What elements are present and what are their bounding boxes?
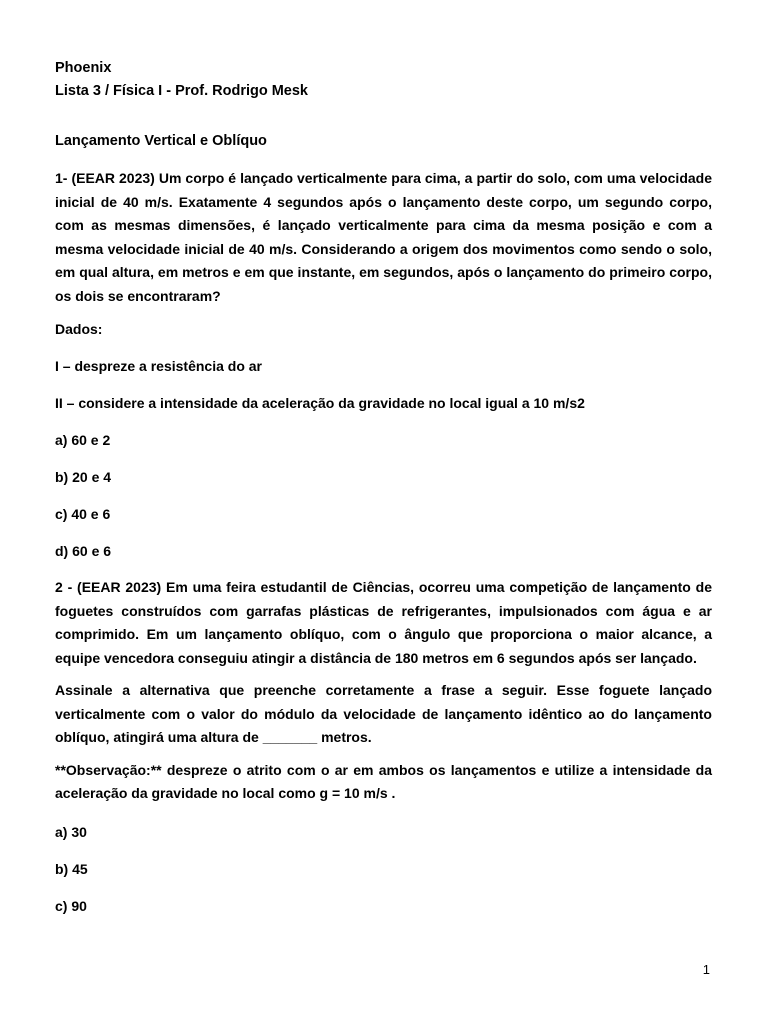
q1-option-c: c) 40 e 6 [55, 506, 111, 522]
dado-1: I – despreze a resistência do ar [55, 358, 262, 374]
document-page [55, 59, 712, 915]
question-2-instruction: Assinale a alternativa que preenche corretamente a frase a seguir. Esse foguete lançado verticalmente com o valor do módulo da velocidade de lançamento idêntico ao do lançamento oblíquo, atingirá uma altura de _______ metros. [55, 682, 712, 745]
question-2-text: 2 - (EEAR 2023) Em uma feira estudantil de Ciências, ocorreu uma competição de lançamento de foguetes construídos com garrafas plásticas de refrigerantes, impulsionados com água e ar comprimido. Em um lançamento oblíquo, com o ângulo que proporciona o maior alcance, a equipe vencedora conseguiu atingir a distância de 180 metros em 6 segundos após ser lançado. [55, 579, 712, 666]
q1-option-a: a) 60 e 2 [55, 432, 111, 448]
question-1-text: 1- (EEAR 2023) Um corpo é lançado verticalmente para cima, a partir do solo, com uma velocidade inicial de 40 m/s. Exatamente 4 segundos após o lançamento deste corpo, um segundo corpo, com as mesmas dimensões, é lançado verticalmente para cima da mesma posição e com a mesma velocidade inicial de 40 m/s. Considerando a origem dos movimentos como sendo o solo, em qual altura, em metros e em que instante, em segundos, após o lançamento do primeiro corpo, os dois se encontraram? [55, 170, 712, 304]
q2-option-b: b) 45 [55, 860, 88, 877]
q1-option-d: d) 60 e 6 [55, 543, 112, 559]
q2-option-c: c) 90 [55, 897, 87, 914]
dados-label: Dados: [55, 321, 103, 337]
question-2-observation: **Observação:** despreze o atrito com o ar em ambos os lançamentos e utilize a intensidade da aceleração da gravidade no local como g = 10 m/s . [55, 761, 712, 801]
q1-option-b: b) 20 e 4 [55, 469, 112, 485]
list-title: Lista 3 / Física I - Prof. Rodrigo Mesk [55, 83, 308, 99]
school-name: Phoenix [55, 60, 112, 76]
q2-option-a: a) 30 [55, 823, 87, 840]
section-title: Lançamento Vertical e Oblíquo [55, 133, 267, 149]
page-number: 1 [702, 962, 710, 977]
dado-2: II – considere a intensidade da aceleração da gravidade no local igual a 10 m/s2 [55, 395, 585, 411]
